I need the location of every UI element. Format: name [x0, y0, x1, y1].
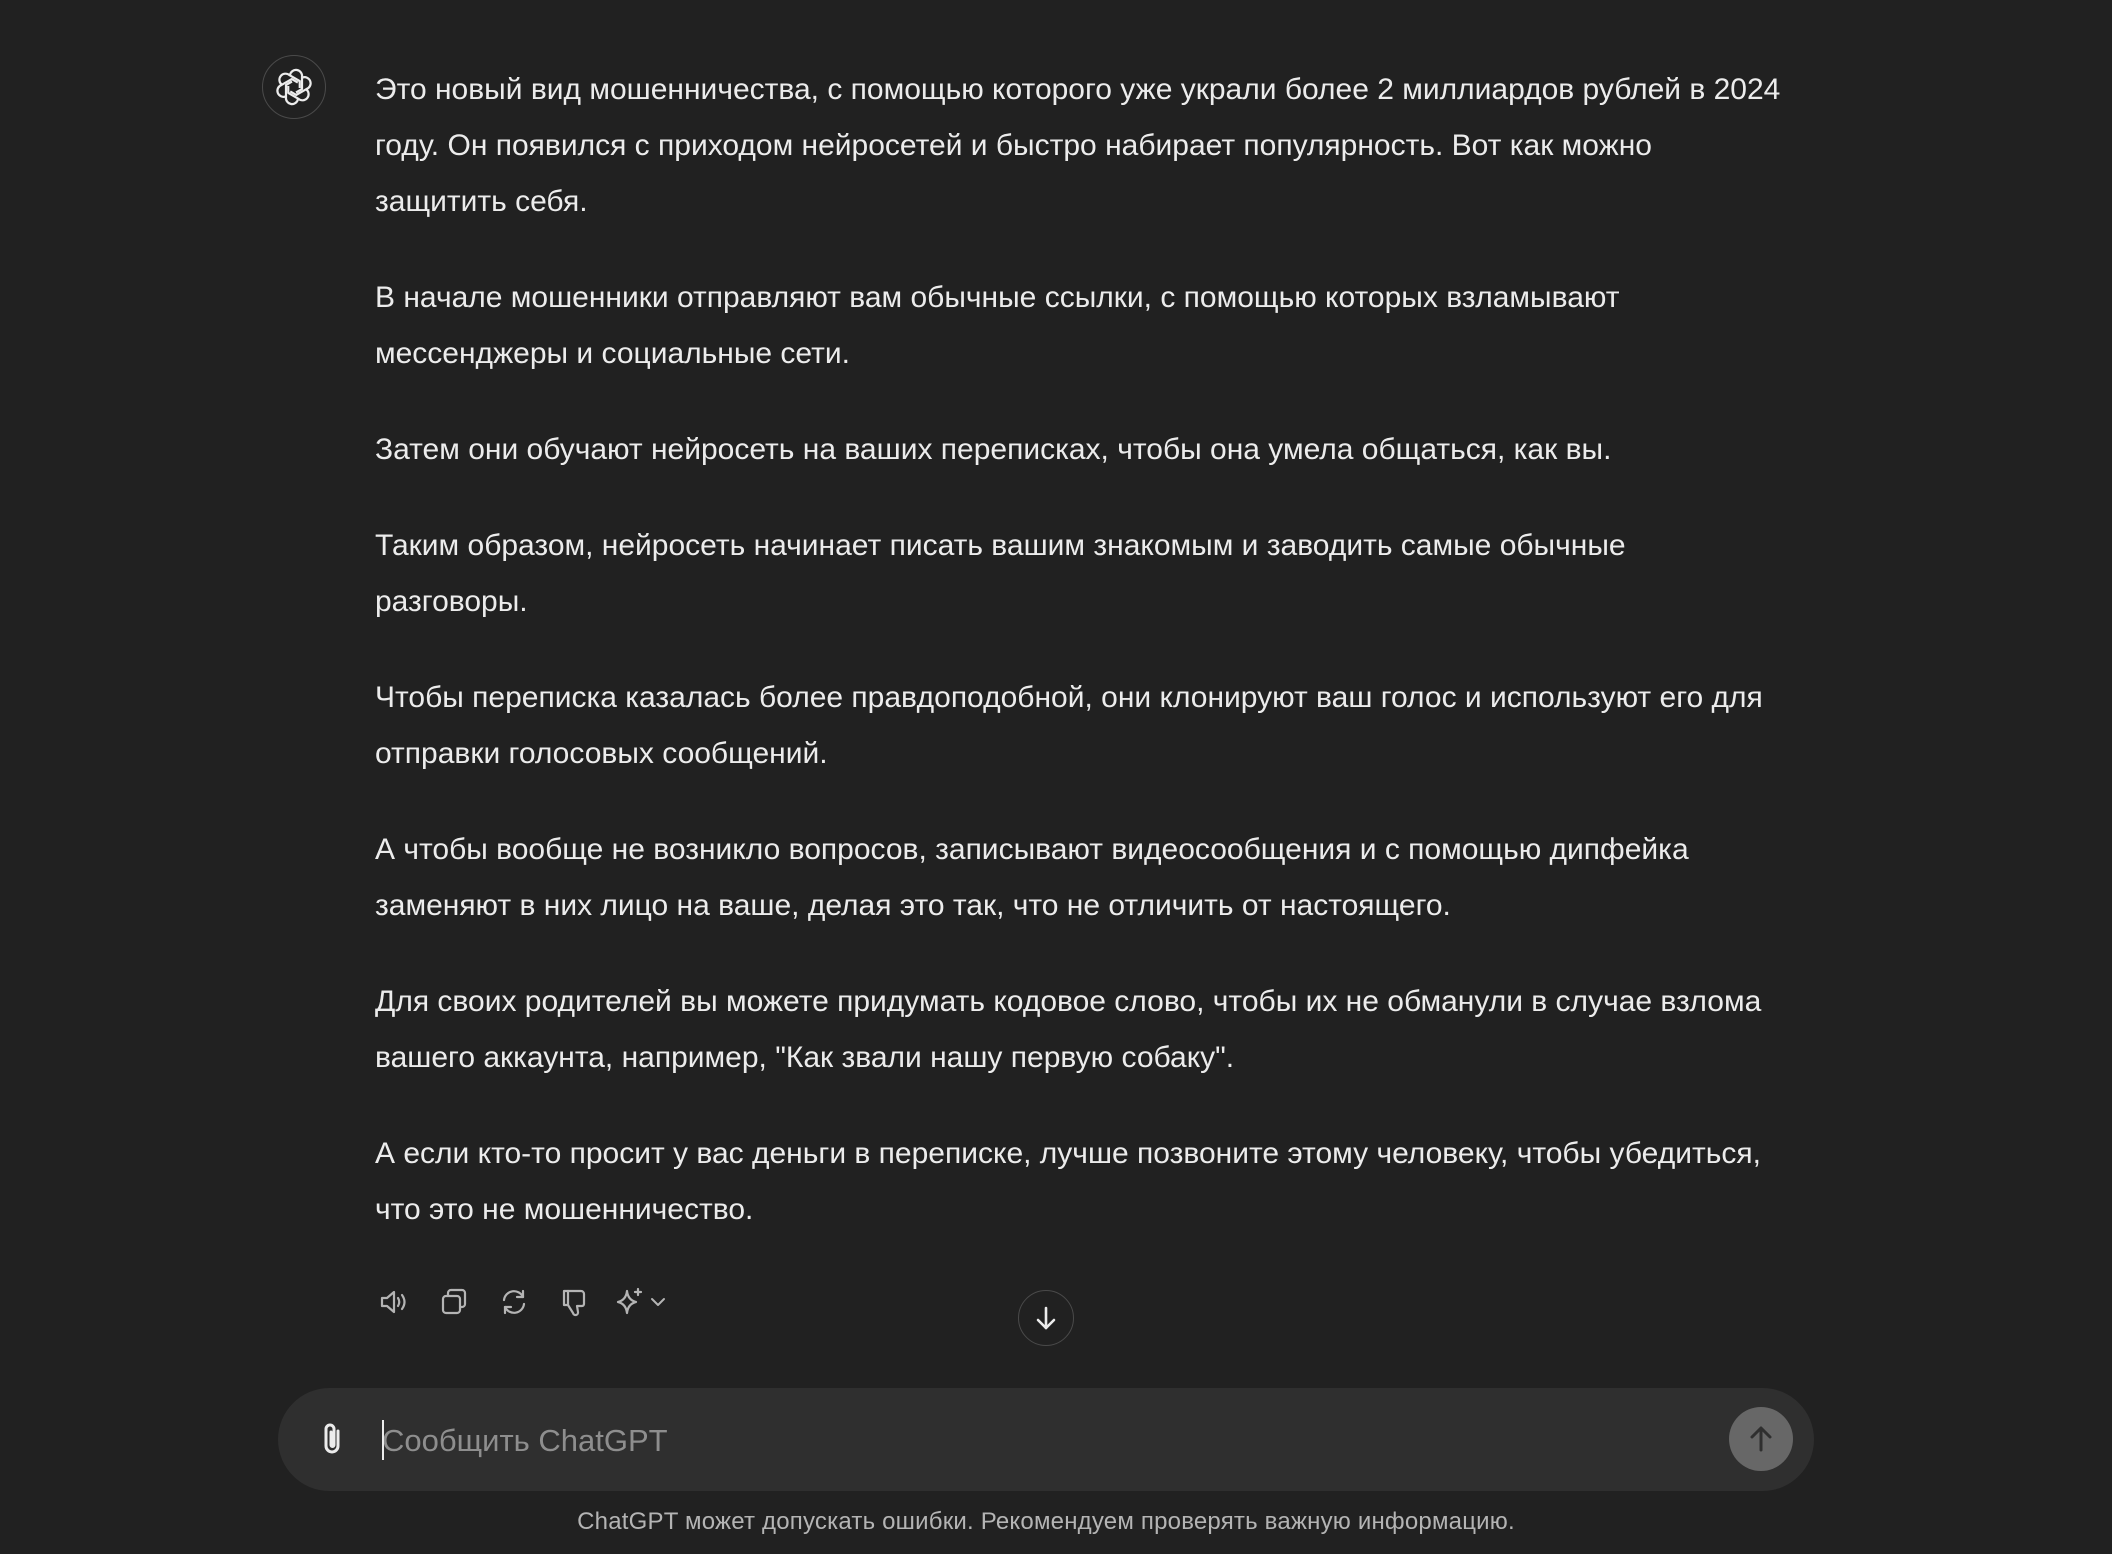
- assistant-message: [375, 62, 1785, 1278]
- speaker-icon: [377, 1285, 411, 1319]
- copy-icon: [437, 1285, 471, 1319]
- message-paragraph: Чтобы переписка казалась более правдоподобной, они клонируют ваш голос и используют его для отправки голосовых сообщений.: [375, 681, 1763, 770]
- message-composer: [278, 1388, 1814, 1491]
- prompt-input[interactable]: [380, 1412, 1684, 1470]
- scroll-to-bottom-button[interactable]: [1018, 1290, 1074, 1346]
- openai-logo-icon: [274, 67, 314, 107]
- copy-button[interactable]: [432, 1280, 476, 1324]
- regenerate-icon: [497, 1285, 531, 1319]
- message-actions: [372, 1280, 668, 1324]
- thumbs-down-icon: [557, 1285, 591, 1319]
- message-paragraph: Для своих родителей вы можете придумать кодовое слово, чтобы их не обманули в случае взлома вашего аккаунта, например, "Как звали нашу первую собаку".: [375, 985, 1762, 1074]
- message-paragraph: А если кто-то просит у вас деньги в переписке, лучше позвоните этому человеку, чтобы убедиться, что это не мошенничество.: [375, 1137, 1761, 1226]
- switch-model-button[interactable]: [612, 1280, 668, 1324]
- arrow-down-icon: [1031, 1303, 1061, 1333]
- text-cursor: [382, 1420, 384, 1460]
- message-paragraph: А чтобы вообще не возникло вопросов, записывают видеосообщения и с помощью дипфейка заменяют в них лицо на ваше, делая это так, что не отличить от настоящего.: [375, 833, 1689, 922]
- sparkle-icon: [612, 1285, 646, 1319]
- attach-button[interactable]: [312, 1418, 354, 1460]
- send-button[interactable]: [1729, 1407, 1793, 1471]
- message-paragraph: Затем они обучают нейросеть на ваших переписках, чтобы она умела общаться, как вы.: [375, 433, 1612, 466]
- message-paragraph: В начале мошенники отправляют вам обычные ссылки, с помощью которых взламывают мессенджеры и социальные сети.: [375, 281, 1620, 370]
- regenerate-button[interactable]: [492, 1280, 536, 1324]
- footer-disclaimer: ChatGPT может допускать ошибки. Рекомендуем проверять важную информацию.: [577, 1508, 1515, 1535]
- assistant-avatar: [262, 55, 326, 119]
- read-aloud-button[interactable]: [372, 1280, 416, 1324]
- bad-response-button[interactable]: [552, 1280, 596, 1324]
- arrow-up-icon: [1744, 1422, 1778, 1456]
- paperclip-icon: [313, 1419, 353, 1459]
- chevron-down-icon: [648, 1292, 668, 1312]
- message-paragraph: Это новый вид мошенничества, с помощью которого уже украли более 2 миллиардов рублей в 2024 году. Он появился с приходом нейросетей и быстро набирает популярность. Вот как можно защитить себя.: [375, 73, 1781, 218]
- message-paragraph: Таким образом, нейросеть начинает писать вашим знакомым и заводить самые обычные разговоры.: [375, 529, 1626, 618]
